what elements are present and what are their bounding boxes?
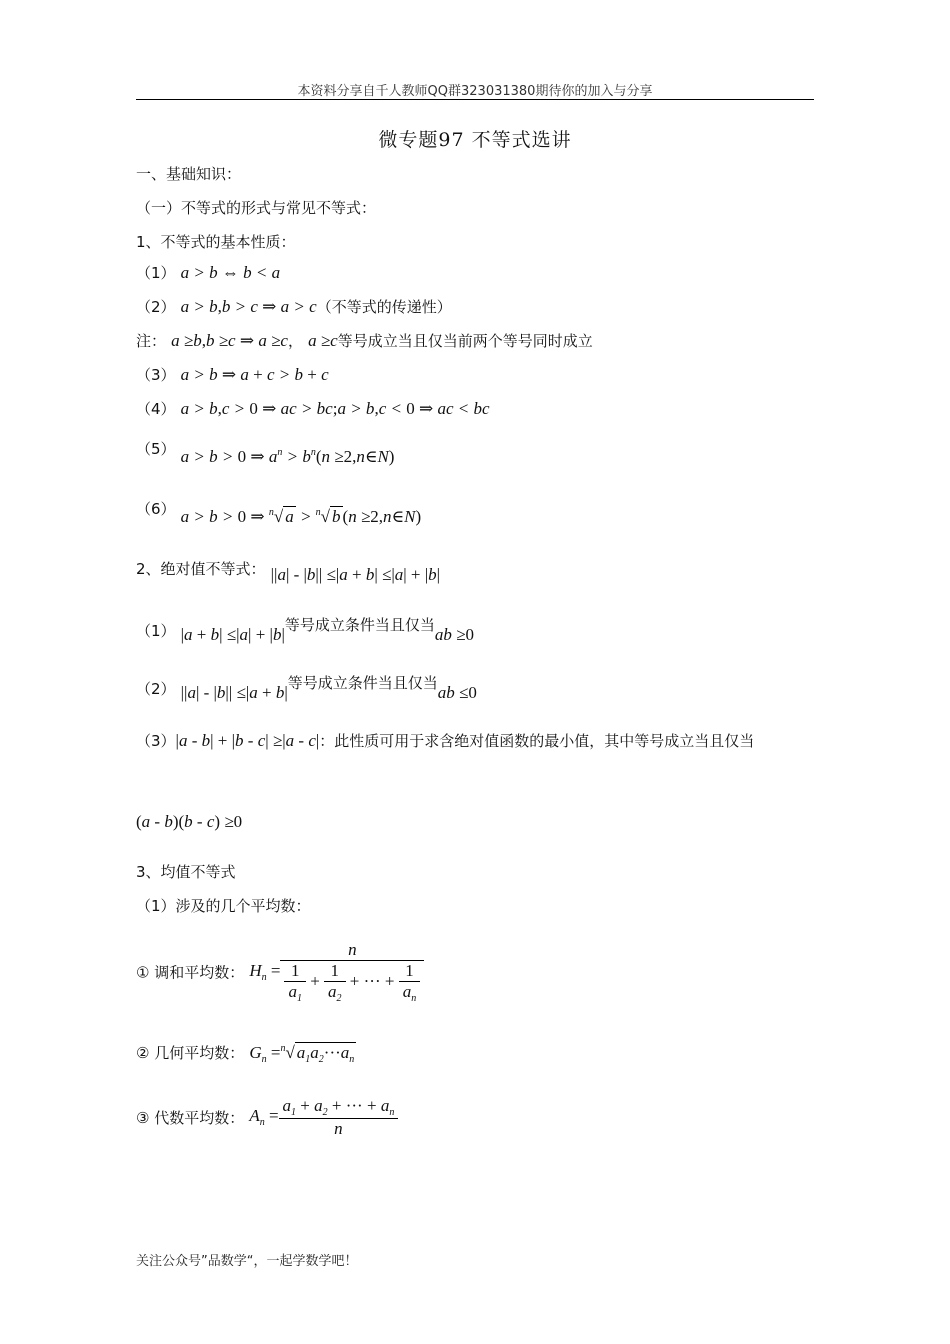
property-6-formula: a > b > 0 ⇒ $^n$√ a > $^n$√ b (n ≥2,n∈N) (180, 507, 422, 526)
note-text: 等号成立当且仅当前两个等号同时成立 (337, 332, 593, 350)
heading-basic-properties: 1、不等式的基本性质： (136, 233, 296, 251)
page-footer: 关注公众号”品数学“，一起学数学吧！ (136, 1254, 358, 1269)
property-5-formula: a > b > 0 ⇒ $a^n > b^n(n$ ≥2,n∈N) (180, 447, 395, 466)
note-formula: a ≥b,b ≥c ⇒ a ≥c (171, 331, 288, 350)
property-3-formula: a > b ⇒ a + c > b + c (180, 365, 329, 384)
abs-property-1 (136, 614, 474, 645)
property-5 (136, 438, 394, 467)
abs-property-2-label: （2） (136, 680, 176, 698)
abs-property-2 (136, 672, 477, 703)
property-6 (136, 498, 421, 527)
abs-property-1-condition: ab ≥0 (434, 625, 474, 644)
absolute-value-formula: ||a| - |b|| ≤|a + b| ≤|a| + |b| (270, 565, 441, 584)
heading-mean-inequality: 3、均值不等式 (136, 863, 236, 881)
note-line (136, 330, 593, 351)
property-4-formula: a > b,c > 0 ⇒ ac > bc;a > b,c < 0 ⇒ ac < bc (180, 399, 490, 418)
abs-property-2-formula: ||a| - |b|| ≤|a + b| (180, 683, 288, 702)
note-sep: ， (287, 332, 303, 350)
harmonic-mean-formula: $H_n$ = n $\frac{1}{a_1}$ + $\frac{1}{a_2}$ + ··· + $\frac{1}{a_n}$ (249, 961, 424, 980)
geometric-mean-label: ② 几何平均数： (136, 1044, 245, 1062)
section-basics: 一、基础知识： (136, 165, 242, 183)
property-5-label: （5） (136, 440, 176, 458)
page-title: 微专题97 不等式选讲 (378, 129, 572, 151)
property-3 (136, 364, 329, 385)
abs-property-3-formula: |a - b| + |b - c| ≥|a - c| (175, 731, 320, 750)
harmonic-mean-label: ① 调和平均数： (136, 963, 245, 982)
arithmetic-mean-formula: $A_n$ = $\frac{a_1 + a_2 + \cdot\cdot\cdot + a_n}{n}$ (249, 1106, 398, 1125)
property-2-label: （2） (136, 298, 176, 316)
subsection-forms: （一）不等式的形式与常见不等式： (136, 199, 377, 217)
arithmetic-mean (136, 1096, 398, 1139)
abs-property-3 (136, 730, 754, 751)
abs-property-2-text: 等号成立条件当且仅当 (287, 674, 438, 692)
property-6-label: （6） (136, 500, 176, 518)
geometric-mean-formula: $G_n =^n√$ $a_1a_2\cdot\cdot\cdot a_n$ (249, 1043, 355, 1065)
property-1 (136, 262, 280, 283)
property-1-formula: a > b ⇔ b < a (180, 263, 281, 282)
geometric-mean (136, 1042, 356, 1065)
abs-property-3-condition-formula: (a - b)(b - c) ≥0 (136, 812, 243, 831)
property-2-formula: a > b,b > c ⇒ a > c (180, 297, 317, 316)
property-3-label: （3） (136, 366, 176, 384)
abs-property-3-condition (136, 812, 242, 832)
page-header: 本资料分享自千人教师QQ群323031380期待你的加入与分享 (297, 84, 653, 99)
abs-property-3-text: ：此性质可用于求含绝对值函数的最小值，其中等号成立当且仅当 (319, 732, 755, 750)
heading-absolute-value: 2、绝对值不等式： (136, 560, 266, 578)
abs-property-1-formula: |a + b| ≤|a| + |b| (180, 625, 285, 644)
property-2 (136, 296, 452, 317)
header-rule (136, 99, 814, 100)
note-label: 注： (136, 332, 167, 350)
property-4 (136, 398, 490, 419)
property-2-note: （不等式的传递性） (316, 298, 452, 316)
note-formula-2: a ≥c (308, 331, 338, 350)
abs-property-3-label: （3） (136, 732, 176, 750)
arithmetic-mean-label: ③ 代数平均数： (136, 1109, 245, 1127)
property-1-label: （1） (136, 264, 176, 282)
means-intro: （1）涉及的几个平均数： (136, 897, 311, 915)
harmonic-mean (136, 940, 424, 1004)
property-4-label: （4） (136, 400, 176, 418)
abs-property-1-label: （1） (136, 622, 176, 640)
absolute-value-heading-line (136, 558, 440, 585)
abs-property-1-text: 等号成立条件当且仅当 (284, 616, 435, 634)
abs-property-2-condition: ab ≤0 (437, 683, 477, 702)
